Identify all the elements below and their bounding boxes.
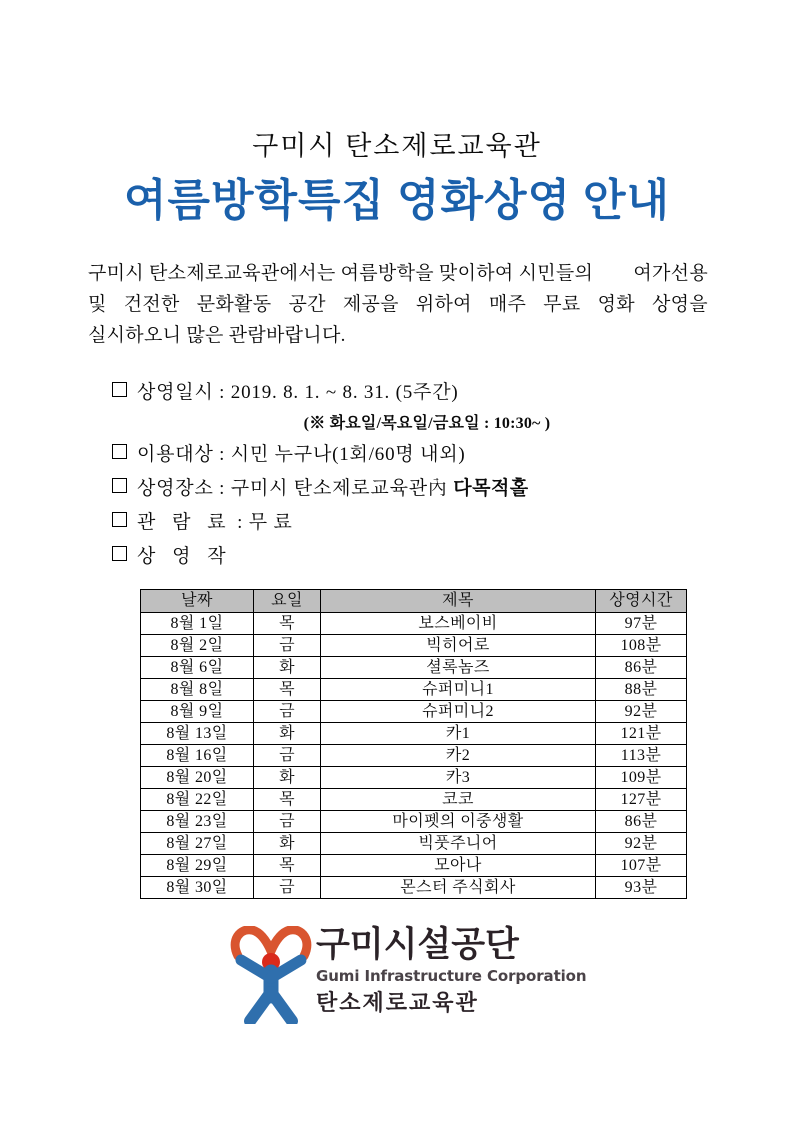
- intro-line-2-part-g: 매주: [488, 294, 527, 315]
- cell-time: 108분: [596, 635, 687, 657]
- list-item-audience-label: 이용대상 : 시민 누구나(1회/60명 내외): [137, 444, 466, 465]
- column-header-time: 상영시간: [596, 590, 687, 613]
- table-row: [141, 613, 687, 635]
- cell-day: 목: [254, 855, 321, 877]
- cell-title: 보스베이비: [321, 613, 596, 635]
- organization-line: 구미시 탄소제로교육관: [252, 131, 542, 161]
- cell-time: 127분: [596, 789, 687, 811]
- cell-title: 모아나: [321, 855, 596, 877]
- table-row: [141, 635, 687, 657]
- table-row: [141, 723, 687, 745]
- cell-time: 97분: [596, 613, 687, 635]
- cell-title: 슈퍼미니2: [321, 701, 596, 723]
- intro-line-2-part-c: 문화활동: [196, 294, 272, 315]
- cell-date: 8월 9일: [141, 701, 254, 723]
- cell-time: 107분: [596, 855, 687, 877]
- cell-time: 92분: [596, 701, 687, 723]
- gumi-facilities-symbol-icon: [228, 926, 314, 1024]
- table-row: [141, 855, 687, 877]
- checkbox-icon: [112, 478, 127, 493]
- info-list: [112, 376, 712, 574]
- cell-day: 금: [254, 877, 321, 899]
- list-item-films-label: 상 영 작: [137, 546, 232, 567]
- column-header-title: 제목: [321, 590, 596, 613]
- list-item-schedule-label: 상영일시 : 2019. 8. 1. ~ 8. 31. (5주간): [137, 382, 459, 403]
- list-item-fee: [112, 506, 712, 540]
- cell-date: 8월 23일: [141, 811, 254, 833]
- page-title: 여름방학특집 영화상영 안내: [123, 176, 671, 225]
- table-row: [141, 877, 687, 899]
- list-item-schedule: [112, 376, 712, 410]
- cell-title: 카3: [321, 767, 596, 789]
- list-item-fee-value: : 무 료: [231, 512, 293, 533]
- intro-line-2-part-i: 영화: [597, 294, 635, 315]
- schedule-note: (※ 화요일/목요일/금요일 : 10:30~ ): [303, 415, 551, 432]
- column-header-date: 날짜: [141, 590, 254, 613]
- table-row: [141, 679, 687, 701]
- cell-day: 목: [254, 613, 321, 635]
- table-row: [141, 657, 687, 679]
- intro-line-2-part-j: 상영을: [652, 294, 708, 315]
- list-item-venue: [112, 472, 712, 506]
- cell-title: 몬스터 주식회사: [321, 877, 596, 899]
- cell-title: 빅히어로: [321, 635, 596, 657]
- cell-day: 화: [254, 657, 321, 679]
- table-row: [141, 701, 687, 723]
- cell-time: 92분: [596, 833, 687, 855]
- table-row: [141, 789, 687, 811]
- list-item-venue-label: 상영장소 : 구미시 탄소제로교육관內: [137, 478, 454, 499]
- intro-paragraph: [88, 258, 708, 351]
- intro-line-3: 실시하오니 많은 관람바랍니다.: [88, 325, 346, 346]
- cell-day: 금: [254, 811, 321, 833]
- cell-day: 화: [254, 723, 321, 745]
- list-item-fee-label: 관 람 료: [137, 512, 232, 533]
- cell-title: 코코: [321, 789, 596, 811]
- cell-date: 8월 16일: [141, 745, 254, 767]
- intro-line-2-part-d: 공간: [288, 294, 326, 315]
- cell-day: 금: [254, 745, 321, 767]
- cell-date: 8월 20일: [141, 767, 254, 789]
- cell-date: 8월 22일: [141, 789, 254, 811]
- cell-time: 88분: [596, 679, 687, 701]
- intro-line-2: [88, 289, 708, 320]
- intro-line-1: [88, 258, 708, 289]
- logo-english-name: Gumi Infrastructure Corporation: [316, 967, 587, 985]
- intro-line-2-part-a: 및: [88, 294, 107, 315]
- cell-time: 121분: [596, 723, 687, 745]
- checkbox-icon: [112, 512, 127, 527]
- schedule-table: [140, 589, 687, 899]
- cell-title: 카2: [321, 745, 596, 767]
- cell-day: 금: [254, 635, 321, 657]
- checkbox-icon: [112, 546, 127, 561]
- logo-korean-name: 구미시설공단: [316, 925, 519, 965]
- checkbox-icon: [112, 444, 127, 459]
- cell-day: 목: [254, 679, 321, 701]
- cell-title: 빅풋주니어: [321, 833, 596, 855]
- intro-line-2-part-b: 건전한: [123, 294, 180, 315]
- intro-line-2-part-e: 제공을: [342, 294, 399, 315]
- table-row: [141, 833, 687, 855]
- cell-date: 8월 27일: [141, 833, 254, 855]
- logo: [228, 924, 587, 1029]
- cell-title: 마이펫의 이중생활: [321, 811, 596, 833]
- intro-line-2-part-f: 위하여: [415, 294, 472, 315]
- list-item-films: [112, 540, 712, 574]
- checkbox-icon: [112, 382, 127, 397]
- cell-date: 8월 13일: [141, 723, 254, 745]
- logo-facility-name: 탄소제로교육관: [316, 991, 479, 1016]
- table-row: [141, 767, 687, 789]
- table-row: [141, 811, 687, 833]
- logo-text-block: [316, 924, 587, 1019]
- schedule-table-wrapper: [140, 589, 686, 899]
- cell-date: 8월 2일: [141, 635, 254, 657]
- table-header-row: [141, 590, 687, 613]
- cell-date: 8월 1일: [141, 613, 254, 635]
- cell-day: 화: [254, 833, 321, 855]
- table-row: [141, 745, 687, 767]
- intro-line-1-part-b: 여가선용: [633, 263, 708, 284]
- cell-title: 카1: [321, 723, 596, 745]
- cell-date: 8월 6일: [141, 657, 254, 679]
- list-item-audience: [112, 438, 712, 472]
- column-header-day: 요일: [254, 590, 321, 613]
- cell-time: 109분: [596, 767, 687, 789]
- cell-title: 슈퍼미니1: [321, 679, 596, 701]
- intro-line-1-part-a: 구미시 탄소제로교육관에서는 여름방학을 맞이하여 시민들의: [88, 263, 594, 284]
- intro-line-2-part-h: 무료: [543, 294, 581, 315]
- cell-time: 86분: [596, 657, 687, 679]
- cell-time: 86분: [596, 811, 687, 833]
- cell-day: 화: [254, 767, 321, 789]
- cell-day: 금: [254, 701, 321, 723]
- cell-date: 8월 8일: [141, 679, 254, 701]
- cell-title: 셜록놈즈: [321, 657, 596, 679]
- cell-time: 113분: [596, 745, 687, 767]
- cell-date: 8월 29일: [141, 855, 254, 877]
- list-item-venue-hall: 다목적홀: [453, 478, 529, 499]
- schedule-table-body: [141, 613, 687, 899]
- cell-time: 93분: [596, 877, 687, 899]
- cell-day: 목: [254, 789, 321, 811]
- cell-date: 8월 30일: [141, 877, 254, 899]
